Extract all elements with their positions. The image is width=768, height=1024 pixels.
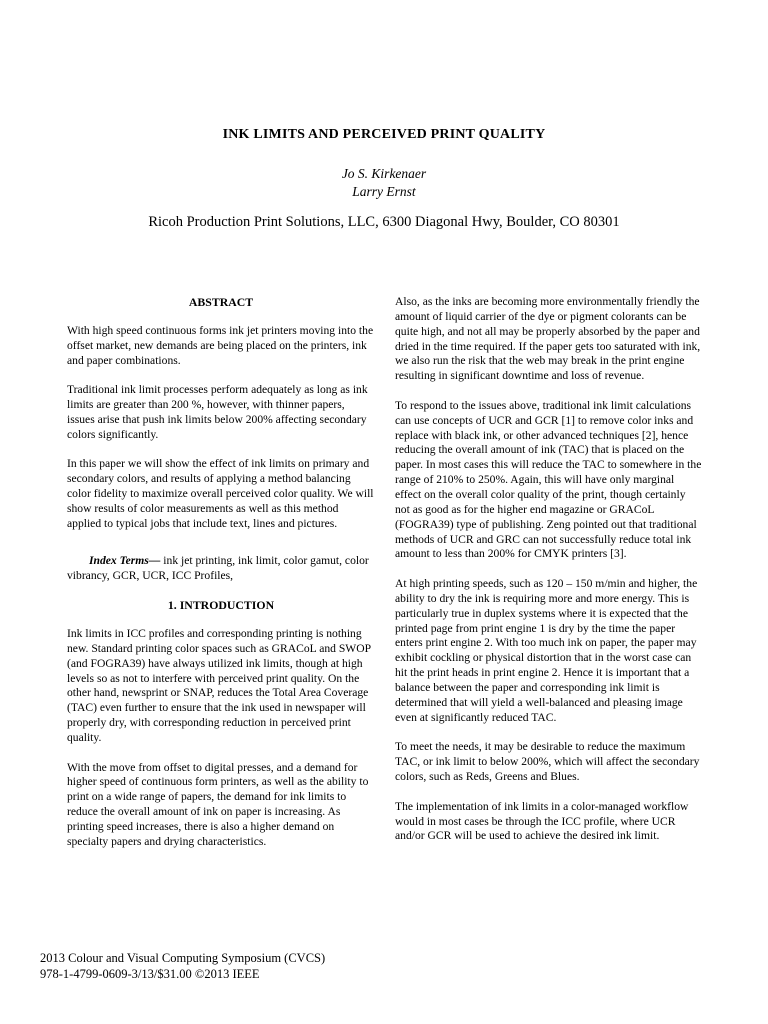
index-terms	[67, 554, 375, 584]
author-name: Larry Ernst	[352, 184, 416, 199]
author-name: Jo S. Kirkenaer	[341, 166, 427, 181]
index-terms-label: Index Terms—	[89, 553, 161, 567]
body-paragraph: To meet the needs, it may be desirable to reduce the maximum TAC, or ink limit to below 200%, which will affect the secondary colors, such as Reds, Greens and Blues.	[395, 740, 700, 783]
introduction-heading: 1. INTRODUCTION	[167, 598, 275, 613]
body-paragraph: At high printing speeds, such as 120 – 150 m/min and higher, the ability to dry the ink is requiring more and more energy. This is particularly true in duplex systems where it is expected that the printed page from print engine 1 is dry by the time the paper enters print engine 2. With too much ink on paper, the paper may exhibit cockling or physical distortion that in the worst case can hit the print heads in print engine 2. Hence it is important that a balance between the paper and corresponding ink limit is determined that will yield a well-balanced and pleasing image even at significantly reduced TAC.	[395, 577, 698, 724]
abstract-paragraph: In this paper we will show the effect of ink limits on primary and secondary colors, and results of applying a method balancing color fidelity to maximize overall perceived color quality. We will show results of color measurements as well as this method applied to typical jobs that include text, lines and pictures.	[67, 457, 374, 530]
index-terms-text: ink jet printing, ink limit, color gamut, color vibrancy, GCR, UCR, ICC Profiles,	[67, 553, 369, 582]
abstract-paragraph: With high speed continuous forms ink jet printers moving into the offset market, new demands are being placed on the printers, ink and paper combinations.	[67, 323, 374, 367]
introduction-paragraph: With the move from offset to digital presses, and a demand for higher speed of continuous form printers, as well as the ability to print on a wide range of papers, the demand for ink limits to reduce the overall amount of ink on paper is increasing. As printing speed increases, there is also a higher demand on specialty papers and drying characteristics.	[67, 760, 369, 848]
paper-title: INK LIMITS AND PERCEIVED PRINT QUALITY	[222, 127, 546, 142]
right-column	[395, 295, 703, 859]
body-paragraph: The implementation of ink limits in a color-managed workflow would in most cases be through the ICC profile, where UCR and/or GCR will be used to achieve the desired ink limit.	[395, 799, 689, 843]
left-column	[67, 295, 375, 865]
body-paragraph: To respond to the issues above, traditional ink limit calculations can use concepts of UCR and GCR [1] to remove color inks and replace with black ink, or other advanced techniques [2], hence reducing the overall amount of ink (TAC) that is placed on the paper. In most cases this will reduce the TAC to somewhere in the range of 210% to 250%. Again, this will have only marginal effect on the overall color quality of the print, though certainly not as good as for the higher end magazine or GRACoL (FOGRA39) type of publishing. Zeng pointed out that traditional methods of UCR and GRC can not successfully reduce total ink amount to less than 200% for CMYK printers [3].	[395, 398, 702, 561]
abstract-paragraph: Traditional ink limit processes perform adequately as long as ink limits are greater than 200 %, however, with thinner papers, issues arise that push ink limits below 200% affecting secondary colors significantly.	[67, 383, 368, 441]
introduction-paragraph: Ink limits in ICC profiles and corresponding printing is nothing new. Standard printing color spaces such as GRACoL and SWOP (and FOGRA39) have always utilized ink limits, though at high levels so as not to interfere with perceived print quality. On the other hand, newsprint or SNAP, reduces the Total Area Coverage (TAC) even further to ensure that the ink used in newspaper will properly dry, with corresponding reduction in perceived print quality.	[67, 627, 371, 744]
copyright-footer	[40, 950, 325, 982]
isbn-copyright-line: 978-1-4799-0609-3/13/$31.00 ©2013 IEEE	[40, 967, 260, 981]
body-paragraph: Also, as the inks are becoming more environmentally friendly the amount of liquid carrier of the dye or pigment colorants can be quite high, and not all may be properly absorbed by the paper and dried in the time required. If the paper gets too saturated with ink, we also run the risk that the web may break in the print engine resulting in significant downtime and loss of revenue.	[395, 295, 701, 383]
author-affiliation: Ricoh Production Print Solutions, LLC, 6300 Diagonal Hwy, Boulder, CO 80301	[148, 214, 620, 230]
abstract-heading: ABSTRACT	[188, 295, 254, 309]
conference-line: 2013 Colour and Visual Computing Symposium (CVCS)	[40, 951, 326, 965]
